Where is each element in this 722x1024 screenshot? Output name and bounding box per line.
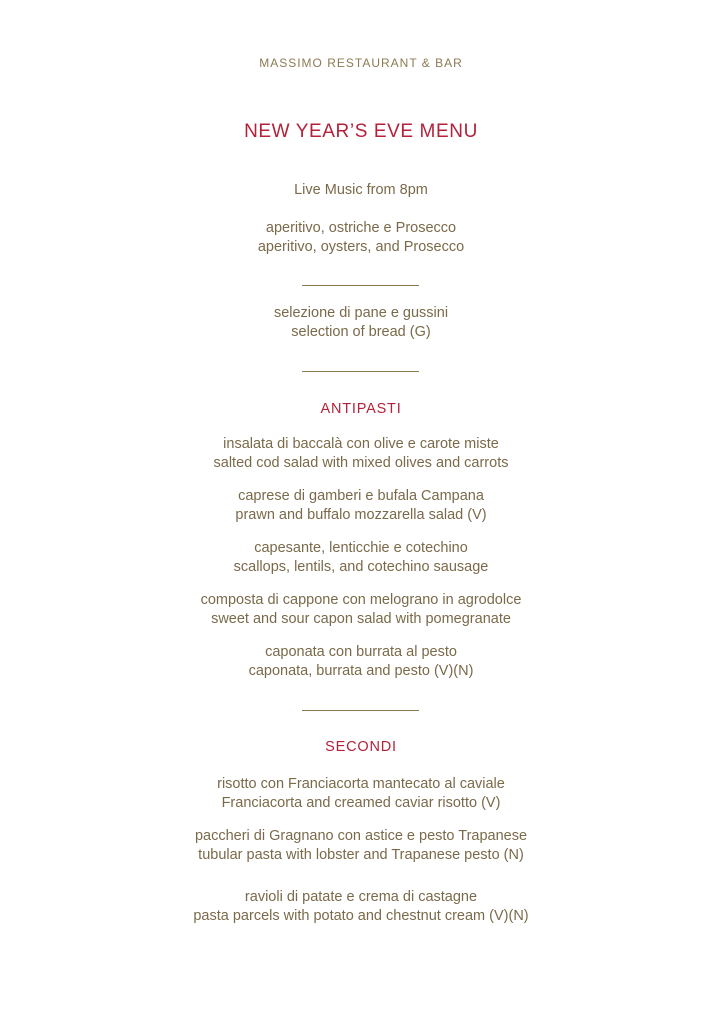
antipasti-item-1 xyxy=(0,435,722,473)
antipasti-heading: ANTIPASTI xyxy=(320,401,402,417)
secondi-heading: SECONDI xyxy=(325,739,397,755)
dish-italian: capesante, lenticchie e cotechino xyxy=(254,540,468,556)
aperitivo-italian: aperitivo, ostriche e Prosecco xyxy=(265,220,457,236)
divider-3 xyxy=(302,710,419,711)
dish-english: salted cod salad with mixed olives and carrots xyxy=(213,455,509,471)
menu-title: NEW YEAR’S EVE MENU xyxy=(244,121,478,142)
dish-english: caponata, burrata and pesto (V)(N) xyxy=(248,663,474,679)
secondi-item-3 xyxy=(0,888,722,926)
dish-italian: risotto con Franciacorta mantecato al caviale xyxy=(217,776,505,792)
antipasti-item-2 xyxy=(0,487,722,525)
dish-english: scallops, lentils, and cotechino sausage xyxy=(233,559,489,575)
restaurant-name: MASSIMO RESTAURANT & BAR xyxy=(259,56,463,70)
dish-english: sweet and sour capon salad with pomegranate xyxy=(211,611,511,627)
dish-italian: ravioli di patate e crema di castagne xyxy=(244,889,478,905)
dish-italian: insalata di baccalà con olive e carote miste xyxy=(223,436,499,452)
secondi-item-2 xyxy=(0,827,722,865)
divider-1 xyxy=(302,285,419,286)
secondi-item-1 xyxy=(0,775,722,813)
dish-italian: caprese di gamberi e bufala Campana xyxy=(238,488,484,504)
live-music-note: Live Music from 8pm xyxy=(294,182,428,198)
aperitivo-english: aperitivo, oysters, and Prosecco xyxy=(257,239,465,255)
antipasti-item-4 xyxy=(0,591,722,629)
antipasti-item-5 xyxy=(0,643,722,681)
bread-english: selection of bread (G) xyxy=(291,324,431,340)
dish-english: Franciacorta and creamed caviar risotto (V) xyxy=(221,795,501,811)
dish-italian: composta di cappone con melograno in agrodolce xyxy=(200,592,522,608)
aperitivo-item xyxy=(0,219,722,257)
dish-english: pasta parcels with potato and chestnut cream (V)(N) xyxy=(193,908,529,924)
dish-english: prawn and buffalo mozzarella salad (V) xyxy=(235,507,487,523)
bread-italian: selezione di pane e gussini xyxy=(273,305,449,321)
divider-2 xyxy=(302,371,419,372)
dish-italian: paccheri di Gragnano con astice e pesto Trapanese xyxy=(194,828,528,844)
dish-english: tubular pasta with lobster and Trapanese pesto (N) xyxy=(198,847,524,863)
bread-item xyxy=(0,304,722,342)
antipasti-item-3 xyxy=(0,539,722,577)
dish-italian: caponata con burrata al pesto xyxy=(265,644,457,660)
